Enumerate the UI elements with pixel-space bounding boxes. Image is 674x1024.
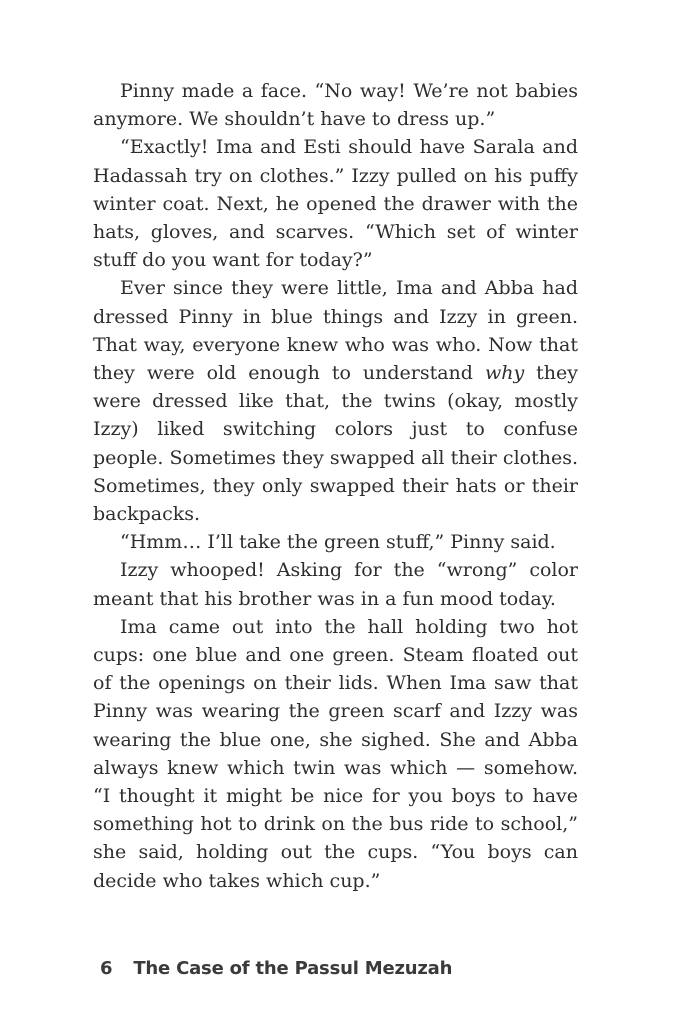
text-run: “Hmm… I’ll take the green stuff,” Pinny said. xyxy=(120,531,556,554)
page-number: 6 xyxy=(100,958,113,979)
paragraph xyxy=(93,528,578,556)
italic-text-run: why xyxy=(484,362,525,385)
page-footer xyxy=(100,957,452,981)
paragraph xyxy=(93,274,578,528)
text-run: Ima came out into the hall holding two hot cups: one blue and one green. Steam floated out of the openings on their lids. When Ima saw that Pinny was wearing the green scarf and Izzy was wearing the blue one, she sighed. She and Abba always knew which twin was which — somehow. “I thought it might be nice for you boys to have something hot to drink on the bus ride to school,” she said, holding out the cups. “You boys can decide who takes which cup.” xyxy=(93,615,578,892)
text-run: Izzy whooped! Asking for the “wrong” color meant that his brother was in a fun mood today. xyxy=(93,559,578,610)
text-run: Ever since they were little, Ima and Abba had dressed Pinny in blue things and Izzy in green. That way, everyone knew who was who. Now that they were old enough to understand xyxy=(93,277,578,385)
book-title: The Case of the Passul Mezuzah xyxy=(133,958,453,979)
body-text xyxy=(93,77,578,895)
paragraph xyxy=(93,133,578,274)
text-run: they were dressed like that, the twins (okay, mostly Izzy) liked switching colors just to confuse people. Sometimes they swapped all their clothes. Sometimes, they only swapped their hats or their backpacks. xyxy=(93,362,578,526)
paragraph xyxy=(93,613,578,895)
text-run: Pinny made a face. “No way! We’re not babies anymore. We shouldn’t have to dress up.” xyxy=(93,80,578,131)
text-run: “Exactly! Ima and Esti should have Sarala and Hadassah try on clothes.” Izzy pulled on his puffy winter coat. Next, he opened the drawer with the hats, gloves, and scarves. “Which set of winter stuff do you want for today?” xyxy=(93,136,578,272)
paragraph xyxy=(93,556,578,612)
paragraph xyxy=(93,77,578,133)
